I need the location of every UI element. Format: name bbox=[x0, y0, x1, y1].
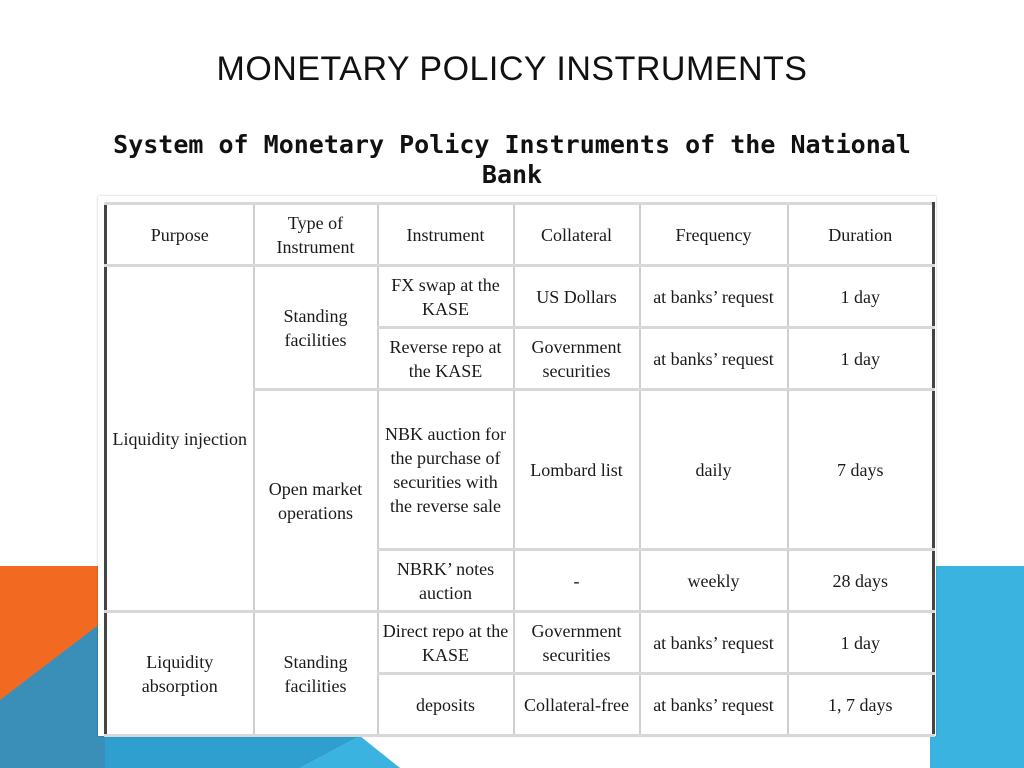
duration-cell: 1 day bbox=[788, 266, 934, 328]
duration-cell: 28 days bbox=[788, 550, 934, 612]
instruments-table bbox=[104, 202, 935, 737]
header-collateral: Collateral bbox=[514, 204, 640, 266]
slide-title: MONETARY POLICY INSTRUMENTS bbox=[216, 50, 808, 88]
duration-cell: 1 day bbox=[788, 612, 934, 674]
collateral-cell: Government securities bbox=[514, 612, 640, 674]
instrument-cell: Reverse repo at the KASE bbox=[378, 328, 514, 390]
duration-cell: 7 days bbox=[788, 390, 934, 550]
header-frequency: Frequency bbox=[640, 204, 788, 266]
collateral-cell: Collateral-free bbox=[514, 674, 640, 736]
collateral-cell: Lombard list bbox=[514, 390, 640, 550]
purpose-liquidity-injection: Liquidity injection bbox=[106, 266, 254, 612]
slide-subtitle: System of Monetary Policy Instruments of the National Bank bbox=[113, 130, 911, 189]
header-type: Type of Instrument bbox=[254, 204, 378, 266]
instrument-cell: FX swap at the KASE bbox=[378, 266, 514, 328]
frequency-cell: at banks’ request bbox=[640, 612, 788, 674]
type-open-market-operations: Open market operations bbox=[254, 390, 378, 612]
instrument-cell: deposits bbox=[378, 674, 514, 736]
instrument-cell: Direct repo at the KASE bbox=[378, 612, 514, 674]
duration-cell: 1 day bbox=[788, 328, 934, 390]
frequency-cell: weekly bbox=[640, 550, 788, 612]
header-instrument: Instrument bbox=[378, 204, 514, 266]
table-row bbox=[106, 612, 934, 674]
type-standing-facilities-2: Standing facilities bbox=[254, 612, 378, 736]
frequency-cell: at banks’ request bbox=[640, 328, 788, 390]
decor-blue-triangle-left bbox=[0, 620, 105, 768]
frequency-cell: at banks’ request bbox=[640, 674, 788, 736]
header-purpose: Purpose bbox=[106, 204, 254, 266]
collateral-cell: Government securities bbox=[514, 328, 640, 390]
type-standing-facilities: Standing facilities bbox=[254, 266, 378, 390]
collateral-cell: US Dollars bbox=[514, 266, 640, 328]
collateral-cell: - bbox=[514, 550, 640, 612]
frequency-cell: at banks’ request bbox=[640, 266, 788, 328]
header-duration: Duration bbox=[788, 204, 934, 266]
table-header-row bbox=[106, 204, 934, 266]
purpose-liquidity-absorption: Liquidity absorption bbox=[106, 612, 254, 736]
instruments-table-panel bbox=[98, 196, 936, 736]
duration-cell: 1, 7 days bbox=[788, 674, 934, 736]
table-row bbox=[106, 266, 934, 328]
instrument-cell: NBK auction for the purchase of securities with the reverse sale bbox=[378, 390, 514, 550]
frequency-cell: daily bbox=[640, 390, 788, 550]
instrument-cell: NBRK’ notes auction bbox=[378, 550, 514, 612]
